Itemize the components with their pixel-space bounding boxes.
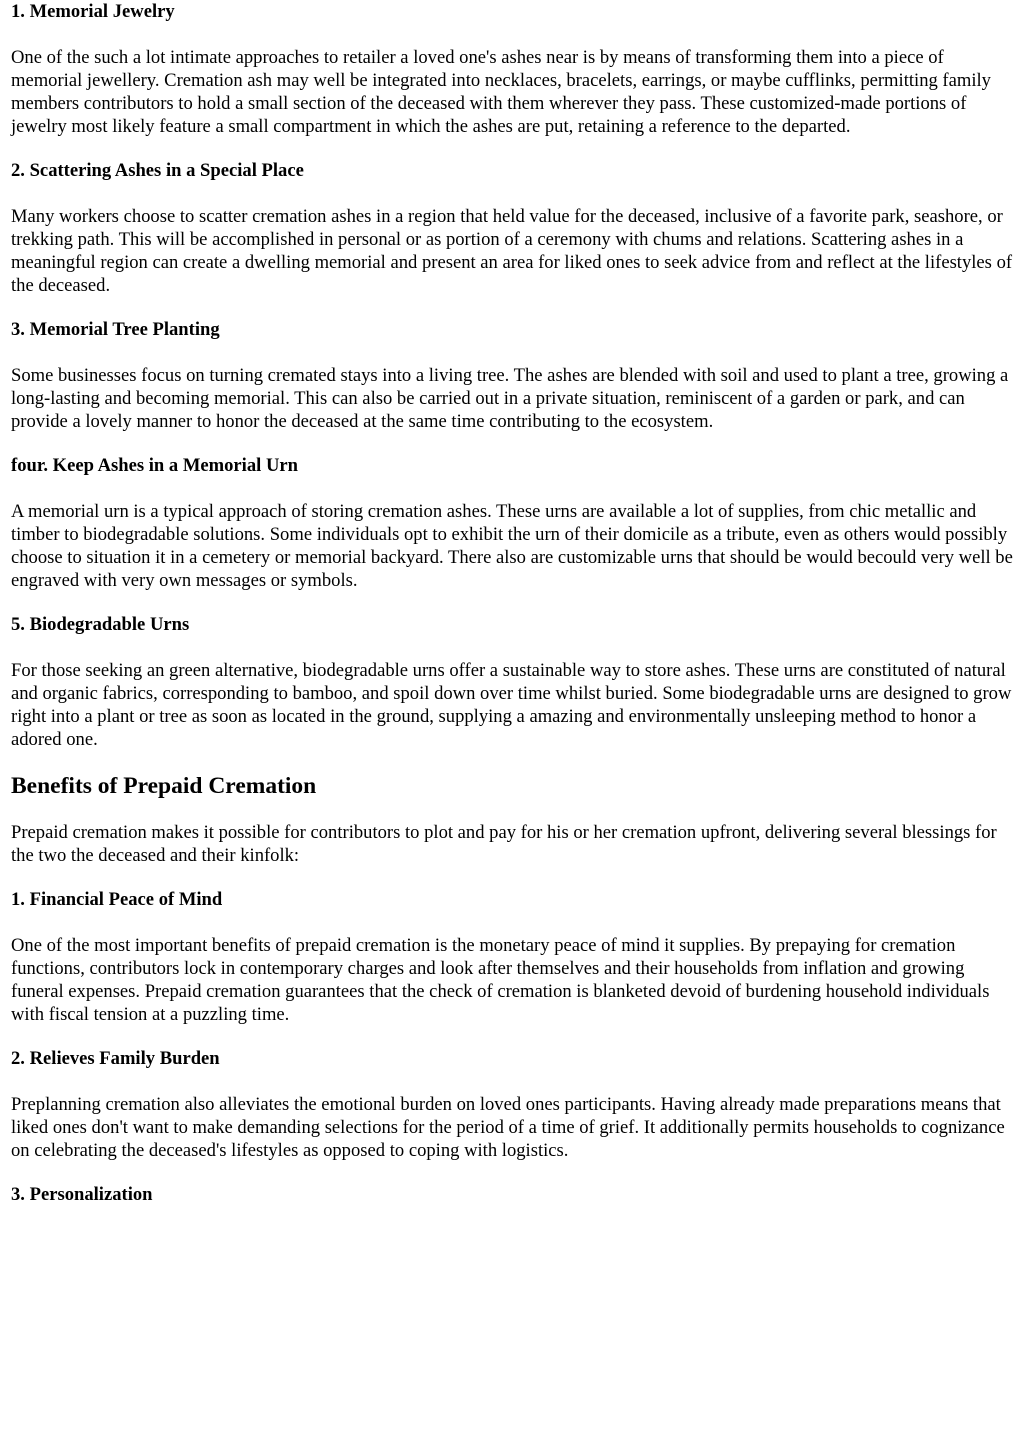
section-paragraph: For those seeking an green alternative, biodegradable urns offer a sustainable way to store ashes. These urns are constituted of natural and organic fabrics, corresponding to bamboo, and spoil down over time whilst buried. Some biodegradable urns are designed to grow right into a plant or tree as soon as located in the ground, supplying a amazing and environmentally unsleeping method to honor a adored one.	[11, 660, 1012, 750]
section-paragraph: A memorial urn is a typical approach of storing cremation ashes. These urns are available a lot of supplies, from chic metallic and timber to biodegradable solutions. Some individuals opt to exhibit the urn of their domicile as a tribute, even as others would possibly choose to situation it in a cemetery or memorial backyard. There also are customizable urns that should be would becould very well be engraved with very own messages or symbols.	[11, 501, 1013, 591]
benefits-title: Benefits of Prepaid Cremation	[11, 773, 317, 799]
section-paragraph: Some businesses focus on turning cremated stays into a living tree. The ashes are blended with soil and used to plant a tree, growing a long-lasting and becoming memorial. This can also be carried out in a private situation, reminiscent of a garden or park, and can provide a lovely manner to honor the deceased at the same time contributing to the ecosystem.	[11, 365, 1009, 432]
benefits-intro: Prepaid cremation makes it possible for contributors to plot and pay for his or her cremation upfront, delivering several blessings for the two the deceased and their kinfolk:	[11, 822, 997, 866]
section-heading: four. Keep Ashes in a Memorial Urn	[11, 455, 298, 476]
section-heading: 1. Memorial Jewelry	[11, 1, 175, 22]
benefit-heading: 2. Relieves Family Burden	[11, 1048, 220, 1069]
section-paragraph: Many workers choose to scatter cremation ashes in a region that held value for the deceased, inclusive of a favorite park, seashore, or trekking path. This will be accomplished in personal or as portion of a ceremony with chums and relations. Scattering ashes in a meaningful region can create a dwelling memorial and present an area for liked ones to seek advice from and reflect at the lifestyles of the deceased.	[11, 206, 1013, 296]
section-heading: 3. Memorial Tree Planting	[11, 319, 220, 340]
section-paragraph: One of the such a lot intimate approaches to retailer a loved one's ashes near is by means of transforming them into a piece of memorial jewellery. Cremation ash may well be integrated into necklaces, bracelets, earrings, or maybe cufflinks, permitting family members contributors to hold a small section of the deceased with them wherever they pass. These customized-made portions of jewelry most likely feature a small compartment in which the ashes are put, retaining a reference to the departed.	[11, 47, 991, 137]
benefit-paragraph: Preplanning cremation also alleviates the emotional burden on loved ones participants. Having already made preparations means that liked ones don't want to make demanding selections for the period of a time of grief. It additionally permits households to cognizance on celebrating the deceased's lifestyles as opposed to coping with logistics.	[11, 1094, 1005, 1161]
benefit-heading: 3. Personalization	[11, 1184, 153, 1205]
benefit-heading: 1. Financial Peace of Mind	[11, 889, 223, 910]
section-heading: 5. Biodegradable Urns	[11, 614, 190, 635]
section-heading: 2. Scattering Ashes in a Special Place	[11, 160, 304, 181]
benefit-paragraph: One of the most important benefits of prepaid cremation is the monetary peace of mind it supplies. By prepaying for cremation functions, contributors lock in contemporary charges and look after themselves and their households from inflation and growing funeral expenses. Prepaid cremation guarantees that the check of cremation is blanketed devoid of burdening household individuals with fiscal tension at a puzzling time.	[11, 935, 990, 1025]
